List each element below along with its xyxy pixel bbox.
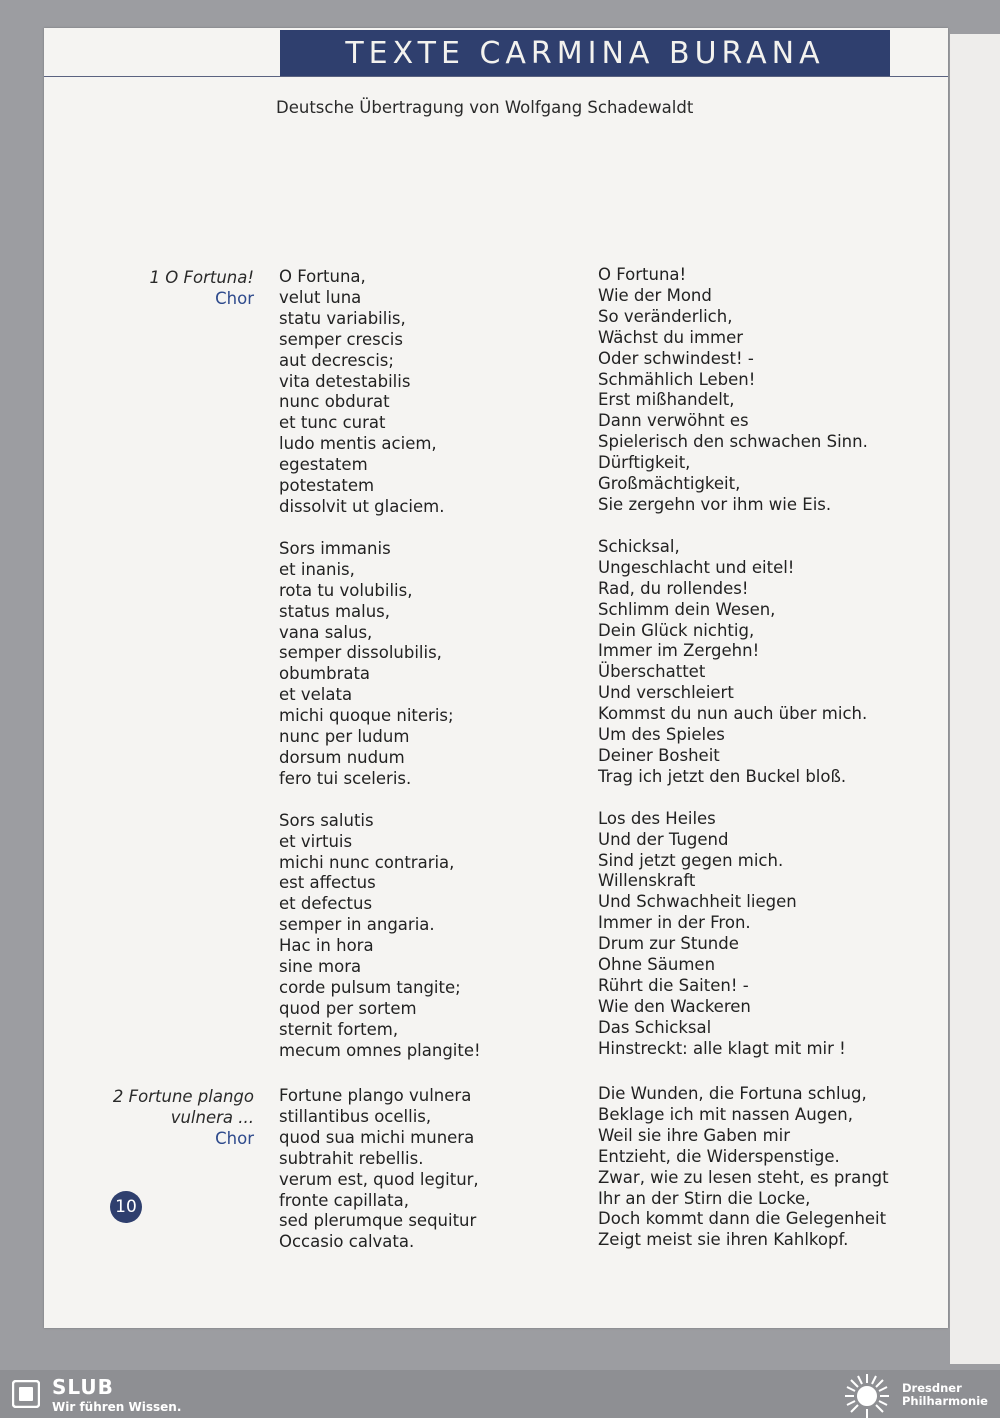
verse-line: Entzieht, die Widerspenstige. xyxy=(598,1146,840,1166)
verse-line: Zwar, wie zu lesen steht, es prangt xyxy=(598,1167,889,1187)
partner-name-line2: Philharmonie xyxy=(902,1394,988,1408)
adjacent-page-edge xyxy=(950,34,1000,1364)
verse-line: michi quoque niteris; xyxy=(279,706,454,726)
verse-line: sternit fortem, xyxy=(279,1019,399,1039)
verse-line: et defectus xyxy=(279,894,373,914)
verse-line: Kommst du nun auch über mich. xyxy=(598,704,868,724)
verse-line: Das Schicksal xyxy=(598,1017,712,1037)
philharmonie-sunburst-icon xyxy=(842,1372,892,1418)
verse-line: Erst mißhandelt, xyxy=(598,390,735,410)
verse-line: O Fortuna, xyxy=(279,267,366,286)
german-stanza xyxy=(598,265,868,516)
verse-line: potestatem xyxy=(279,476,375,496)
section-2-label xyxy=(44,1086,254,1149)
section-2-number-cont: vulnera ... xyxy=(170,1108,254,1127)
verse-line: status malus, xyxy=(279,601,391,621)
title-rule xyxy=(44,76,948,77)
verse-line: Hac in hora xyxy=(279,936,374,956)
verse-line: Um des Spieles xyxy=(598,725,725,745)
section-1-latin-text xyxy=(279,267,481,1083)
library-name: SLUB xyxy=(52,1375,114,1399)
footer-bar xyxy=(0,1370,1000,1418)
verse-line: Sors immanis xyxy=(279,538,391,558)
verse-line: So veränderlich, xyxy=(598,306,733,326)
verse-line: semper crescis xyxy=(279,329,403,349)
verse-line: michi nunc contraria, xyxy=(279,852,455,872)
verse-line: egestatem xyxy=(279,455,368,475)
verse-line: Großmächtigkeit, xyxy=(598,474,741,494)
verse-line: Wie den Wackeren xyxy=(598,996,751,1016)
section-2-number: 2 Fortune plango xyxy=(112,1087,254,1106)
verse-line: Zeigt meist sie ihren Kahlkopf. xyxy=(598,1230,849,1250)
verse-line: Fortune plango vulnera xyxy=(279,1086,472,1105)
verse-line: nunc per ludum xyxy=(279,727,410,747)
verse-line: sed plerumque sequitur xyxy=(279,1211,477,1231)
section-1-label xyxy=(44,267,254,309)
verse-line: et virtuis xyxy=(279,831,353,851)
section-1-number: 1 O Fortuna! xyxy=(149,268,254,287)
verse-line: vana salus, xyxy=(279,622,373,642)
verse-line: quod sua michi munera xyxy=(279,1127,475,1147)
verse-line: Drum zur Stunde xyxy=(598,934,739,954)
translation-credit: Deutsche Übertragung von Wolfgang Schadewaldt xyxy=(276,98,694,117)
german-stanza xyxy=(598,809,868,1060)
verse-line: Überschattet xyxy=(598,662,706,682)
verse-line: quod per sortem xyxy=(279,998,417,1018)
verse-line: Und der Tugend xyxy=(598,829,729,849)
verse-line: corde pulsum tangite; xyxy=(279,978,461,997)
verse-line: verum est, quod legitur, xyxy=(279,1169,479,1189)
latin-stanza xyxy=(279,267,481,518)
latin-stanza xyxy=(279,811,481,1062)
verse-line: Willenskraft xyxy=(598,871,696,891)
section-1-german-text xyxy=(598,265,868,1081)
verse-line: Spielerisch den schwachen Sinn. xyxy=(598,432,868,452)
verse-line: Trag ich jetzt den Buckel bloß. xyxy=(598,766,847,786)
verse-line: sine mora xyxy=(279,957,362,977)
library-tagline: Wir führen Wissen. xyxy=(52,1400,182,1414)
verse-line: semper dissolubilis, xyxy=(279,643,442,663)
verse-line: Deiner Bosheit xyxy=(598,745,720,765)
verse-line: statu variabilis, xyxy=(279,308,406,328)
verse-line: vita detestabilis xyxy=(279,371,411,391)
verse-line: ludo mentis aciem, xyxy=(279,434,437,454)
verse-line: Rührt die Saiten! - xyxy=(598,976,749,995)
latin-stanza xyxy=(279,539,481,790)
verse-line: O Fortuna! xyxy=(598,265,687,284)
verse-line: rota tu volubilis, xyxy=(279,580,413,600)
partner-name-line1: Dresdner xyxy=(902,1381,962,1395)
verse-line: Rad, du rollendes! xyxy=(598,578,749,598)
page-number: 10 xyxy=(110,1191,142,1223)
verse-line: Dann verwöhnt es xyxy=(598,411,749,431)
verse-line: Und Schwachheit liegen xyxy=(598,892,797,912)
section-2-latin-text xyxy=(279,1086,479,1253)
verse-line: Schlimm dein Wesen, xyxy=(598,599,776,619)
verse-line: Immer im Zergehn! xyxy=(598,641,760,661)
verse-line: Und verschleiert xyxy=(598,683,734,703)
verse-line: dorsum nudum xyxy=(279,747,405,767)
verse-line: Ungeschlacht und eitel! xyxy=(598,557,795,577)
verse-line: et velata xyxy=(279,685,353,705)
verse-line: fero tui sceleris. xyxy=(279,768,412,788)
verse-line: semper in angaria. xyxy=(279,915,435,935)
verse-line: est affectus xyxy=(279,873,376,893)
verse-line: obumbrata xyxy=(279,664,371,684)
verse-line: Weil sie ihre Gaben mir xyxy=(598,1125,791,1145)
verse-line: Ohne Säumen xyxy=(598,955,716,975)
verse-line: Dein Glück nichtig, xyxy=(598,620,755,640)
verse-line: Sind jetzt gegen mich. xyxy=(598,850,784,870)
verse-line: et tunc curat xyxy=(279,413,386,433)
section-2-german-text xyxy=(598,1084,889,1251)
verse-line: Immer in der Fron. xyxy=(598,913,751,933)
verse-line: et inanis, xyxy=(279,559,355,579)
verse-line: Ihr an der Stirn die Locke, xyxy=(598,1188,811,1208)
verse-line: Los des Heiles xyxy=(598,808,716,828)
verse-line: Schicksal, xyxy=(598,536,680,556)
verse-line: Beklage ich mit nassen Augen, xyxy=(598,1104,854,1124)
verse-line: Wie der Mond xyxy=(598,285,712,305)
verse-line: Oder schwindest! - xyxy=(598,348,754,368)
verse-line: fronte capillata, xyxy=(279,1190,409,1210)
verse-line: Schmählich Leben! xyxy=(598,369,756,389)
verse-line: subtrahit rebellis. xyxy=(279,1148,424,1168)
verse-line: Hinstreckt: alle klagt mit mir ! xyxy=(598,1038,846,1058)
verse-line: stillantibus ocellis, xyxy=(279,1106,432,1126)
verse-line: Sie zergehn vor ihm wie Eis. xyxy=(598,494,832,514)
verse-line: mecum omnes plangite! xyxy=(279,1040,481,1060)
verse-line: Sors salutis xyxy=(279,810,374,830)
verse-line: velut luna xyxy=(279,287,362,307)
verse-line: nunc obdurat xyxy=(279,392,390,412)
verse-line: Wächst du immer xyxy=(598,327,744,347)
section-1-voice: Chor xyxy=(215,289,254,308)
slub-logo-icon xyxy=(12,1380,40,1408)
verse-line: aut decrescis; xyxy=(279,350,394,370)
verse-line: Dürftigkeit, xyxy=(598,453,691,473)
page-title: TEXTE CARMINA BURANA xyxy=(280,30,890,76)
verse-line: Die Wunden, die Fortuna schlug, xyxy=(598,1084,867,1103)
german-stanza xyxy=(598,537,868,788)
verse-line: Doch kommt dann die Gelegenheit xyxy=(598,1209,887,1229)
section-2-voice: Chor xyxy=(215,1129,254,1148)
verse-line: dissolvit ut glaciem. xyxy=(279,496,445,516)
verse-line: Occasio calvata. xyxy=(279,1232,415,1252)
partner-name xyxy=(902,1382,988,1408)
